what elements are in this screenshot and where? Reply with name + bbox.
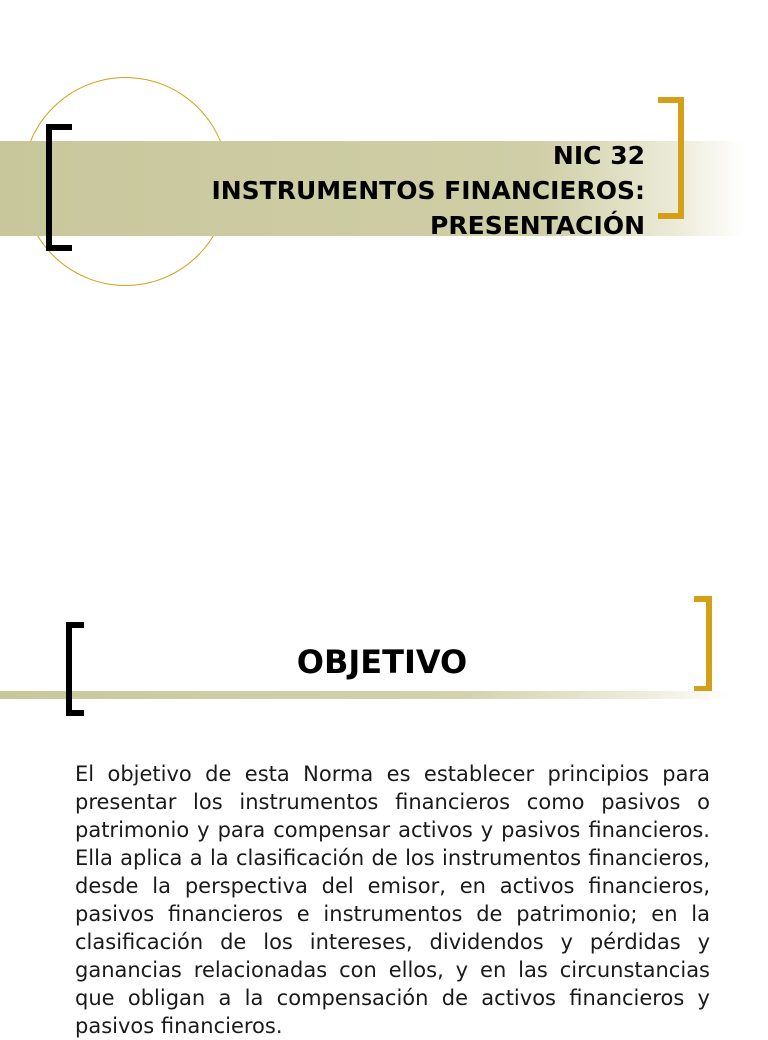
body-paragraph: El objetivo de esta Norma es establecer principios para presentar los instrumentos financieros como pasivos o patrimonio y para compensar activos y pasivos financieros. Ella aplica a la clasificación de los instrumentos financieros, desde la perspectiva del emisor, en activos financieros, pasivos financieros e instrumentos de patrimonio; en la clasificación de los intereses, dividendos y pérdidas y ganancias relacionadas con ellos, y en las circunstancias que obligan a la compensación de activos financieros y pasivos financieros. xyxy=(75,762,710,1038)
title-slide xyxy=(0,0,768,330)
slide-title xyxy=(211,138,645,243)
objective-slide xyxy=(0,560,768,1038)
title-line-1: NIC 32 xyxy=(552,141,645,170)
heading-underline-band xyxy=(0,691,768,699)
title-line-2: INSTRUMENTOS FINANCIEROS: xyxy=(211,176,645,205)
section-heading: OBJETIVO xyxy=(296,643,468,681)
right-bracket-decoration xyxy=(658,97,684,219)
left-bracket-decoration xyxy=(46,124,72,251)
title-line-3: PRESENTACIÓN xyxy=(430,211,645,240)
